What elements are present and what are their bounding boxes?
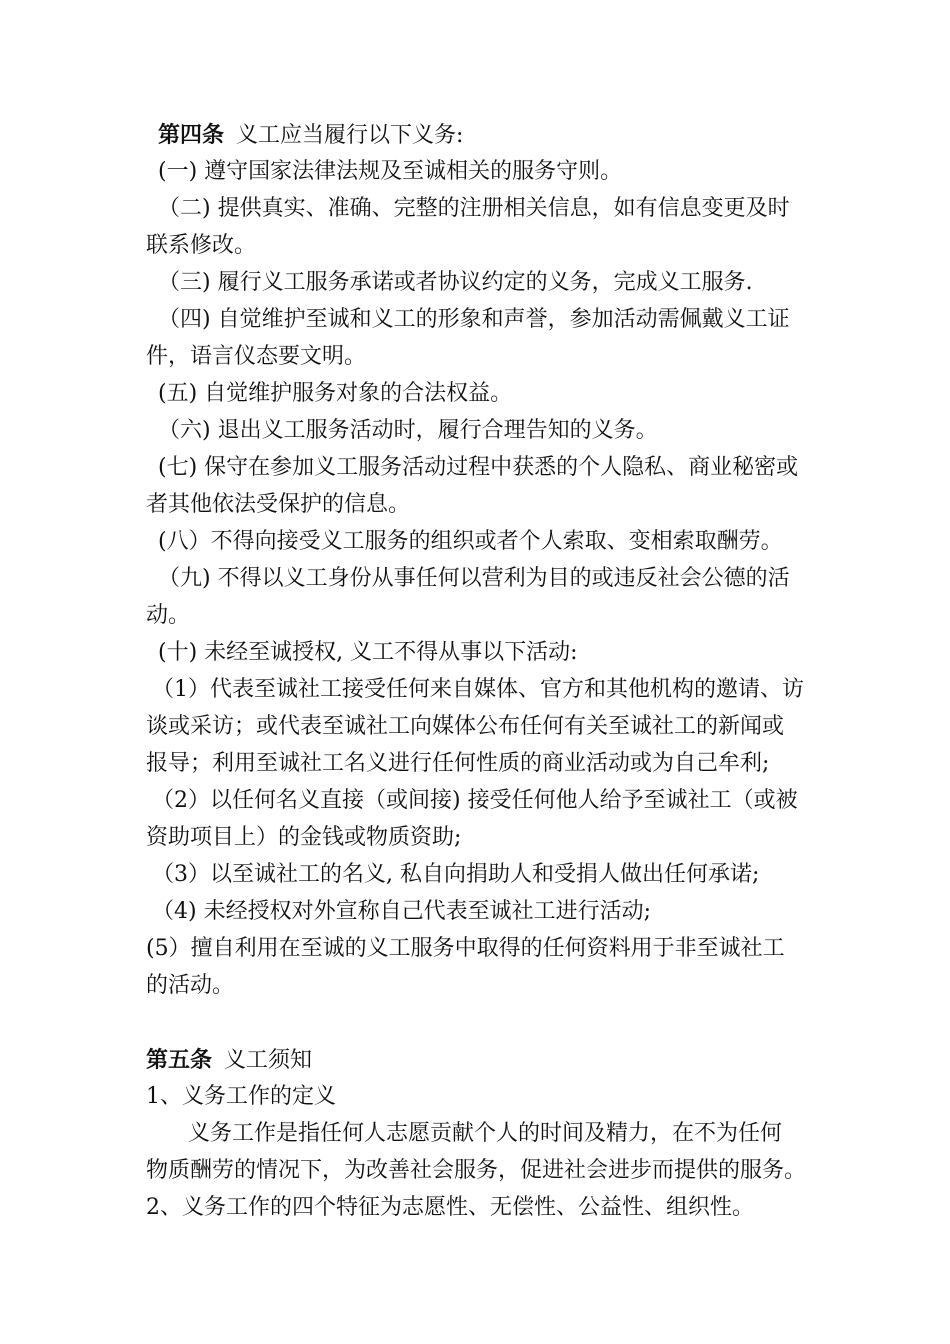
article4-subitem-1-cont-b: 报导；利用至诚社工名义进行任何性质的商业活动或为自己牟利; [146, 751, 770, 776]
article5-definition-cont: 物质酬劳的情况下，为改善社会服务，促进社会进步而提供的服务。 [146, 1158, 807, 1183]
article4-item-1: (一) 遵守国家法律法规及至诚相关的服务守则。 [158, 159, 623, 184]
article4-subitem-1: （1）代表至诚社工接受任何来自媒体、官方和其他机构的邀请、访 [152, 677, 804, 702]
article5-number: 第五条 [146, 1047, 213, 1073]
article4-item-3: （三) 履行义工服务承诺或者协议约定的义务，完成义工服务. [158, 270, 753, 295]
article4-item-4: （四) 自觉维护至诚和义工的形象和声誉，参加活动需佩戴义工证 [158, 307, 790, 332]
article4-subitem-5-cont: 的活动。 [146, 973, 235, 998]
article4-item-7-cont: 者其他依法受保护的信息。 [146, 492, 411, 517]
article4-item-4-cont: 件，语言仪态要文明。 [146, 344, 367, 369]
article4-item-8: (八）不得向接受义工服务的组织或者个人索取、变相索取酬劳。 [158, 529, 783, 554]
article5-item-2: 2、义务工作的四个特征为志愿性、无偿性、公益性、组织性。 [146, 1195, 754, 1220]
article4-subitem-3: （3）以至诚社工的名义, 私自向捐助人和受捐人做出任何承诺; [152, 862, 760, 887]
article5-definition: 义务工作是指任何人志愿贡献个人的时间及精力，在不为任何 [188, 1121, 783, 1146]
article5-heading-line [146, 1045, 312, 1076]
article4-subitem-5: (5）擅自利用在至诚的义工服务中取得的任何资料用于非至诚社工 [146, 936, 785, 961]
article4-title: 义工应当履行以下义务: [236, 123, 464, 148]
article4-item-5: (五) 自觉维护服务对象的合法权益。 [158, 381, 513, 406]
article4-item-9-cont: 动。 [146, 603, 191, 628]
article4-subitem-2: （2）以任何名义直接（或间接) 接受任何他人给予至诚社工（或被 [152, 788, 798, 813]
article4-item-2: （二) 提供真实、准确、完整的注册相关信息，如有信息变更及时 [158, 196, 790, 221]
article4-subitem-2-cont: 资助项目上）的金钱或物质资助; [146, 825, 462, 850]
article5-item-1: 1、义务工作的定义 [146, 1084, 336, 1109]
article4-item-6: （六) 退出义工服务活动时，履行合理告知的义务。 [158, 418, 658, 443]
article4-heading-line [158, 120, 463, 151]
article4-item-10: (十) 未经至诚授权, 义工不得从事以下活动: [158, 640, 578, 665]
article4-number: 第四条 [158, 122, 225, 148]
article4-subitem-4: （4) 未经授权对外宣称自己代表至诚社工进行活动; [152, 899, 651, 924]
article4-item-7: (七) 保守在参加义工服务活动过程中获悉的个人隐私、商业秘密或 [158, 455, 799, 480]
article4-item-9: （九) 不得以义工身份从事任何以营利为目的或违反社会公德的活 [158, 566, 790, 591]
article4-item-2-cont: 联系修改。 [146, 233, 257, 258]
article4-subitem-1-cont-a: 谈或采访；或代表至诚社工向媒体公布任何有关至诚社工的新闻或 [146, 714, 785, 739]
article5-title: 义工须知 [224, 1048, 313, 1073]
